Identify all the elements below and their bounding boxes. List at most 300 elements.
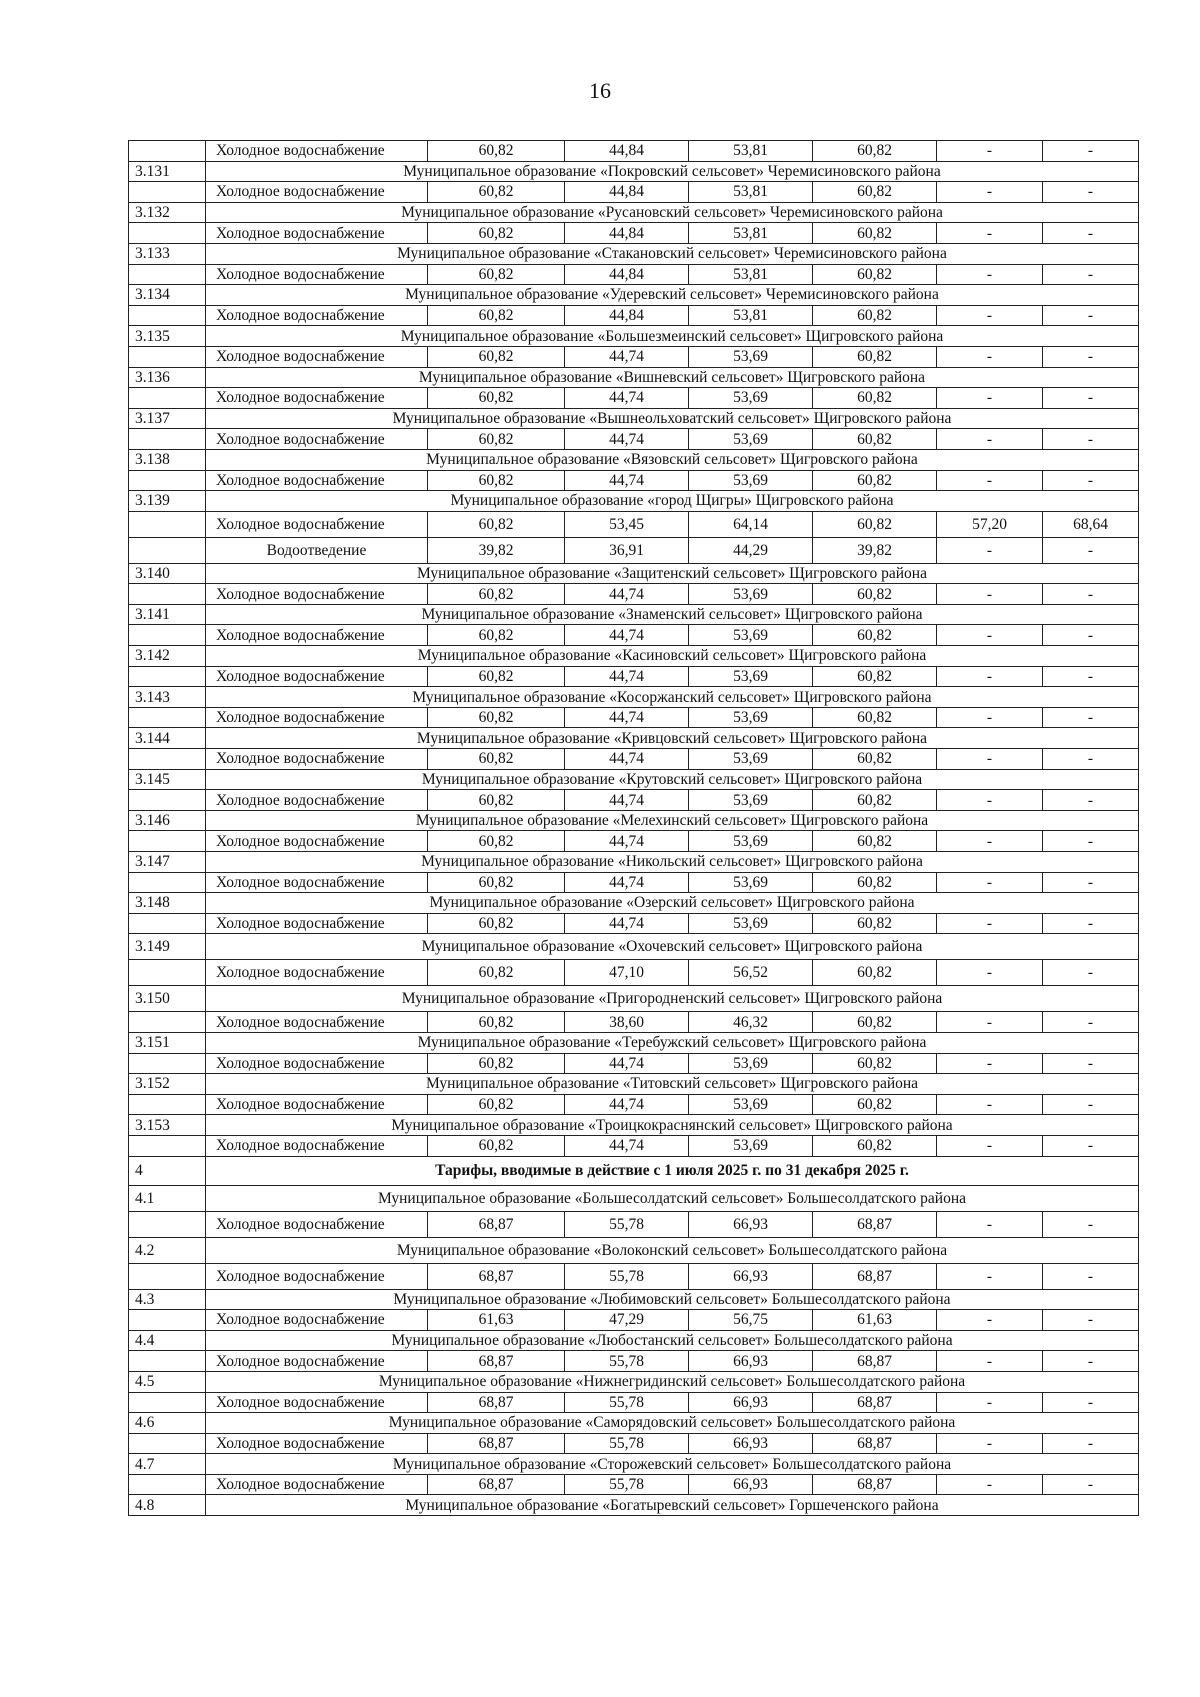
tariff-value: 60,82 [428,707,565,728]
row-number-cell [129,1053,206,1074]
row-number: 4.3 [129,1289,206,1310]
tariff-value: - [1043,223,1139,244]
row-number-cell [129,749,206,770]
municipality-name: Муниципальное образование «Вязовский сельсовет» Щигровского района [206,449,1139,470]
tariff-value: 60,82 [813,346,937,367]
tariff-value: - [937,346,1043,367]
tariff-value: 36,91 [565,537,689,563]
tariff-value: 53,81 [689,141,813,162]
tariff-value: - [1043,790,1139,811]
municipality-name: Муниципальное образование «Касиновский сельсовет» Щигровского района [206,646,1139,667]
row-number-cell [129,1135,206,1156]
tariff-value: 60,82 [813,1012,937,1033]
tariff-value: 60,82 [813,666,937,687]
tariff-value: 68,87 [813,1211,937,1237]
tariff-value: 47,10 [565,960,689,986]
tariff-row [129,346,1139,367]
row-number-cell [129,831,206,852]
tariff-value: 60,82 [428,346,565,367]
tariff-value: 44,74 [565,1053,689,1074]
tariff-value: - [1043,1053,1139,1074]
tariff-value: 66,93 [689,1263,813,1289]
service-name: Холодное водоснабжение [206,1211,428,1237]
tariff-value: 60,82 [813,790,937,811]
tariff-value: 66,93 [689,1211,813,1237]
row-number: 4.2 [129,1237,206,1263]
tariff-value: - [1043,913,1139,934]
tariff-value: - [1043,1211,1139,1237]
service-name: Холодное водоснабжение [206,470,428,491]
municipality-row [129,986,1139,1012]
row-number: 3.150 [129,986,206,1012]
row-number: 4.8 [129,1495,206,1516]
municipality-row [129,810,1139,831]
tariff-row [129,141,1139,162]
service-name: Холодное водоснабжение [206,388,428,409]
tariff-value: 60,82 [813,1135,937,1156]
service-name: Холодное водоснабжение [206,223,428,244]
tariff-value: 60,82 [428,388,565,409]
tariff-value: 46,32 [689,1012,813,1033]
tariff-value: 56,75 [689,1310,813,1331]
service-name: Холодное водоснабжение [206,1263,428,1289]
tariff-value: 55,78 [565,1474,689,1495]
tariff-value: - [1043,537,1139,563]
municipality-row [129,161,1139,182]
tariff-value: 53,69 [689,790,813,811]
tariff-value: 44,84 [565,223,689,244]
tariff-value: - [1043,429,1139,450]
tariff-value: - [937,470,1043,491]
tariff-value: 53,69 [689,470,813,491]
service-name: Холодное водоснабжение [206,960,428,986]
row-number: 3.151 [129,1032,206,1053]
row-number: 3.133 [129,243,206,264]
tariff-value: 60,82 [428,913,565,934]
tariff-row [129,1263,1139,1289]
service-name: Холодное водоснабжение [206,913,428,934]
tariff-value: 53,69 [689,913,813,934]
tariff-row [129,182,1139,203]
tariff-value: 44,84 [565,305,689,326]
municipality-row [129,1454,1139,1475]
municipality-name: Муниципальное образование «Любимовский сельсовет» Большесолдатского района [206,1289,1139,1310]
tariff-value: - [937,1263,1043,1289]
row-number: 3.134 [129,285,206,306]
row-number-cell [129,141,206,162]
tariff-value: - [937,1433,1043,1454]
tariff-value: 44,84 [565,264,689,285]
tariff-value: 66,93 [689,1392,813,1413]
tariff-row [129,584,1139,605]
tariff-value: 60,82 [813,182,937,203]
tariff-row [129,1474,1139,1495]
municipality-name: Муниципальное образование «Знаменский сельсовет» Щигровского района [206,604,1139,625]
municipality-name: Муниципальное образование «Сторожевский сельсовет» Большесолдатского района [206,1454,1139,1475]
tariff-value: 60,82 [813,913,937,934]
tariff-row [129,790,1139,811]
tariff-value: - [937,1351,1043,1372]
tariff-value: 60,82 [813,1053,937,1074]
tariff-value: 53,81 [689,305,813,326]
tariff-value: 60,82 [813,831,937,852]
tariff-value: 68,87 [428,1263,565,1289]
row-number-cell [129,1310,206,1331]
tariff-value: 60,82 [428,141,565,162]
tariff-value: 55,78 [565,1392,689,1413]
municipality-row [129,1371,1139,1392]
row-number-cell [129,913,206,934]
municipality-name: Муниципальное образование «Стакановский сельсовет» Черемисиновского района [206,243,1139,264]
tariff-value: - [937,429,1043,450]
tariff-value: - [1043,960,1139,986]
row-number-cell [129,223,206,244]
tariff-value: 44,74 [565,749,689,770]
tariff-value: 53,81 [689,182,813,203]
tariff-value: 60,82 [813,749,937,770]
service-name: Холодное водоснабжение [206,831,428,852]
tariff-value: - [937,264,1043,285]
tariff-value: - [1043,1351,1139,1372]
tariff-value: 60,82 [813,305,937,326]
tariff-value: - [937,913,1043,934]
tariff-row [129,1053,1139,1074]
municipality-row [129,687,1139,708]
tariff-value: 47,29 [565,1310,689,1331]
municipality-row [129,604,1139,625]
row-number-cell [129,388,206,409]
tariff-value: 53,69 [689,1053,813,1074]
service-name: Холодное водоснабжение [206,707,428,728]
tariff-value: 44,74 [565,831,689,852]
tariff-value: - [937,537,1043,563]
tariff-value: - [1043,1094,1139,1115]
tariff-value: 60,82 [428,960,565,986]
tariff-value: - [1043,1474,1139,1495]
row-number: 4.5 [129,1371,206,1392]
tariff-value: 60,82 [813,264,937,285]
tariff-value: 60,82 [428,584,565,605]
row-number-cell [129,511,206,537]
tariff-row [129,264,1139,285]
municipality-row [129,202,1139,223]
tariff-value: - [937,1392,1043,1413]
tariff-value: - [1043,346,1139,367]
row-number: 3.147 [129,852,206,873]
tariff-value: 68,87 [813,1351,937,1372]
tariff-row [129,537,1139,563]
tariff-value: 53,81 [689,264,813,285]
tariff-value: 44,74 [565,913,689,934]
row-number-cell [129,960,206,986]
tariff-row [129,707,1139,728]
tariff-value: - [1043,1263,1139,1289]
tariff-value: 68,87 [428,1433,565,1454]
row-number-cell [129,790,206,811]
tariff-value: - [937,223,1043,244]
tariff-value: - [937,1012,1043,1033]
tariff-value: 66,93 [689,1474,813,1495]
tariff-value: 44,74 [565,388,689,409]
tariff-value: 60,82 [813,707,937,728]
municipality-row [129,1237,1139,1263]
municipality-name: Муниципальное образование «Волоконский сельсовет» Большесолдатского района [206,1237,1139,1263]
municipality-name: Муниципальное образование «Русановский сельсовет» Черемисиновского района [206,202,1139,223]
tariff-value: 53,69 [689,346,813,367]
service-name: Холодное водоснабжение [206,264,428,285]
municipality-name: Муниципальное образование «Удеревский сельсовет» Черемисиновского района [206,285,1139,306]
municipality-name: Муниципальное образование «Любостанский сельсовет» Большесолдатского района [206,1330,1139,1351]
service-name: Холодное водоснабжение [206,872,428,893]
municipality-name: Муниципальное образование «Никольский сельсовет» Щигровского района [206,852,1139,873]
tariff-value: 53,69 [689,429,813,450]
municipality-name: Муниципальное образование «Защитенский сельсовет» Щигровского района [206,563,1139,584]
row-number-cell [129,182,206,203]
row-number: 3.145 [129,769,206,790]
row-number-cell [129,1211,206,1237]
tariff-value: - [1043,872,1139,893]
tariff-value: - [937,960,1043,986]
tariff-row [129,223,1139,244]
section-title: Тарифы, вводимые в действие с 1 июля 2025 г. по 31 декабря 2025 г. [206,1156,1139,1185]
row-number-cell [129,264,206,285]
row-number: 3.132 [129,202,206,223]
tariff-value: - [1043,1392,1139,1413]
row-number: 3.149 [129,934,206,960]
tariff-value: 60,82 [428,1135,565,1156]
municipality-row [129,852,1139,873]
tariff-value: - [1043,749,1139,770]
row-number-cell [129,346,206,367]
tariff-row [129,1310,1139,1331]
tariff-row [129,1094,1139,1115]
tariff-row [129,1135,1139,1156]
row-number: 3.146 [129,810,206,831]
tariff-value: 68,87 [428,1474,565,1495]
tariff-value: 60,82 [428,305,565,326]
tariff-value: 44,74 [565,625,689,646]
tariff-value: 44,74 [565,790,689,811]
row-number-cell [129,707,206,728]
tariff-value: 53,81 [689,223,813,244]
tariff-value: - [1043,182,1139,203]
tariff-value: - [1043,584,1139,605]
tariff-value: 44,84 [565,182,689,203]
tariff-row [129,1211,1139,1237]
tariff-value: - [1043,1135,1139,1156]
municipality-name: Муниципальное образование «Большесолдатский сельсовет» Большесолдатского района [206,1185,1139,1211]
tariff-value: 68,87 [428,1211,565,1237]
tariff-value: 60,82 [813,584,937,605]
service-name: Холодное водоснабжение [206,1433,428,1454]
service-name: Водоотведение [206,537,428,563]
row-number-cell [129,537,206,563]
tariff-value: 55,78 [565,1351,689,1372]
tariff-row [129,1392,1139,1413]
tariff-value: - [937,1310,1043,1331]
service-name: Холодное водоснабжение [206,625,428,646]
row-number: 4.6 [129,1413,206,1434]
tariff-value: - [937,707,1043,728]
tariff-value: 60,82 [813,960,937,986]
tariff-row [129,511,1139,537]
tariff-value: - [1043,1012,1139,1033]
tariff-value: 68,87 [428,1351,565,1372]
service-name: Холодное водоснабжение [206,1351,428,1372]
tariff-value: 53,69 [689,584,813,605]
municipality-row [129,1289,1139,1310]
row-number-cell [129,1094,206,1115]
row-number: 3.143 [129,687,206,708]
tariff-value: 68,87 [813,1392,937,1413]
tariff-value: 60,82 [428,749,565,770]
row-number-cell [129,1474,206,1495]
row-number: 3.140 [129,563,206,584]
municipality-name: Муниципальное образование «Саморядовский сельсовет» Большесолдатского района [206,1413,1139,1434]
row-number: 4 [129,1156,206,1185]
municipality-name: Муниципальное образование «Покровский сельсовет» Черемисиновского района [206,161,1139,182]
row-number: 3.139 [129,491,206,512]
page-number: 16 [589,78,611,103]
tariff-value: - [1043,831,1139,852]
tariff-value: 44,29 [689,537,813,563]
tariff-value: 60,82 [428,790,565,811]
municipality-row [129,326,1139,347]
tariff-value: - [937,666,1043,687]
municipality-name: Муниципальное образование «Озерский сельсовет» Щигровского района [206,893,1139,914]
municipality-row [129,769,1139,790]
tariff-value: - [1043,1433,1139,1454]
tariff-table [128,140,1139,1516]
municipality-row [129,1032,1139,1053]
tariff-value: 60,82 [428,511,565,537]
tariff-value: - [1043,388,1139,409]
service-name: Холодное водоснабжение [206,305,428,326]
service-name: Холодное водоснабжение [206,1094,428,1115]
tariff-row [129,831,1139,852]
tariff-value: 66,93 [689,1351,813,1372]
service-name: Холодное водоснабжение [206,666,428,687]
row-number: 3.144 [129,728,206,749]
tariff-value: - [937,625,1043,646]
tariff-value: - [937,141,1043,162]
tariff-value: 60,82 [428,470,565,491]
tariff-value: 60,82 [428,831,565,852]
tariff-value: 61,63 [428,1310,565,1331]
tariff-value: 44,74 [565,346,689,367]
service-name: Холодное водоснабжение [206,790,428,811]
row-number-cell [129,666,206,687]
municipality-name: Муниципальное образование «Косоржанский сельсовет» Щигровского района [206,687,1139,708]
municipality-row [129,1495,1139,1516]
tariff-value: 44,74 [565,470,689,491]
tariff-value: 68,87 [813,1474,937,1495]
tariff-value: 39,82 [428,537,565,563]
tariff-value: - [937,305,1043,326]
tariff-row [129,1351,1139,1372]
tariff-value: 55,78 [565,1211,689,1237]
row-number-cell [129,1433,206,1454]
tariff-value: 53,69 [689,666,813,687]
tariff-value: 53,69 [689,872,813,893]
tariff-value: - [1043,707,1139,728]
tariff-value: 68,87 [813,1433,937,1454]
municipality-name: Муниципальное образование «Кривцовский сельсовет» Щигровского района [206,728,1139,749]
row-number-cell [129,305,206,326]
municipality-row [129,728,1139,749]
tariff-row [129,960,1139,986]
service-name: Холодное водоснабжение [206,584,428,605]
tariff-value: 60,82 [813,511,937,537]
tariff-value: 60,82 [428,429,565,450]
tariff-value: 53,69 [689,1094,813,1115]
tariff-value: 55,78 [565,1263,689,1289]
service-name: Холодное водоснабжение [206,429,428,450]
tariff-value: 53,69 [689,749,813,770]
municipality-row [129,1115,1139,1136]
municipality-name: Муниципальное образование «Вышнеольховатский сельсовет» Щигровского района [206,408,1139,429]
tariff-value: 53,69 [689,1135,813,1156]
row-number: 3.153 [129,1115,206,1136]
row-number: 3.152 [129,1074,206,1095]
row-number-cell [129,1351,206,1372]
tariff-value: - [937,584,1043,605]
tariff-value: 60,82 [428,264,565,285]
tariff-row [129,305,1139,326]
tariff-value: 53,69 [689,707,813,728]
row-number: 3.142 [129,646,206,667]
tariff-value: 60,82 [428,1012,565,1033]
tariff-value: 44,74 [565,1135,689,1156]
tariff-row [129,666,1139,687]
tariff-value: - [937,1135,1043,1156]
tariff-value: 60,82 [813,872,937,893]
row-number: 3.131 [129,161,206,182]
tariff-value: - [1043,470,1139,491]
municipality-row [129,449,1139,470]
tariff-value: - [937,1474,1043,1495]
tariff-value: - [937,831,1043,852]
tariff-value: - [1043,1310,1139,1331]
tariff-value: 64,14 [689,511,813,537]
tariff-value: 60,82 [428,872,565,893]
tariff-row [129,872,1139,893]
row-number-cell [129,1392,206,1413]
municipality-name: Муниципальное образование «Вишневский сельсовет» Щигровского района [206,367,1139,388]
row-number-cell [129,1012,206,1033]
tariff-value: 53,69 [689,625,813,646]
service-name: Холодное водоснабжение [206,141,428,162]
row-number: 4.1 [129,1185,206,1211]
tariff-value: 60,82 [428,666,565,687]
tariff-value: 68,87 [428,1392,565,1413]
municipality-name: Муниципальное образование «Богатыревский сельсовет» Горшеченского района [206,1495,1139,1516]
tariff-value: 68,64 [1043,511,1139,537]
row-number-cell [129,429,206,450]
service-name: Холодное водоснабжение [206,749,428,770]
municipality-row [129,1413,1139,1434]
municipality-row [129,1330,1139,1351]
tariff-value: 38,60 [565,1012,689,1033]
tariff-value: 60,82 [813,223,937,244]
tariff-value: 60,82 [428,625,565,646]
tariff-value: 44,74 [565,1094,689,1115]
service-name: Холодное водоснабжение [206,1135,428,1156]
municipality-name: Муниципальное образование «Троицкокраснянский сельсовет» Щигровского района [206,1115,1139,1136]
tariff-value: - [937,1211,1043,1237]
tariff-value: - [937,388,1043,409]
tariff-value: 60,82 [813,429,937,450]
